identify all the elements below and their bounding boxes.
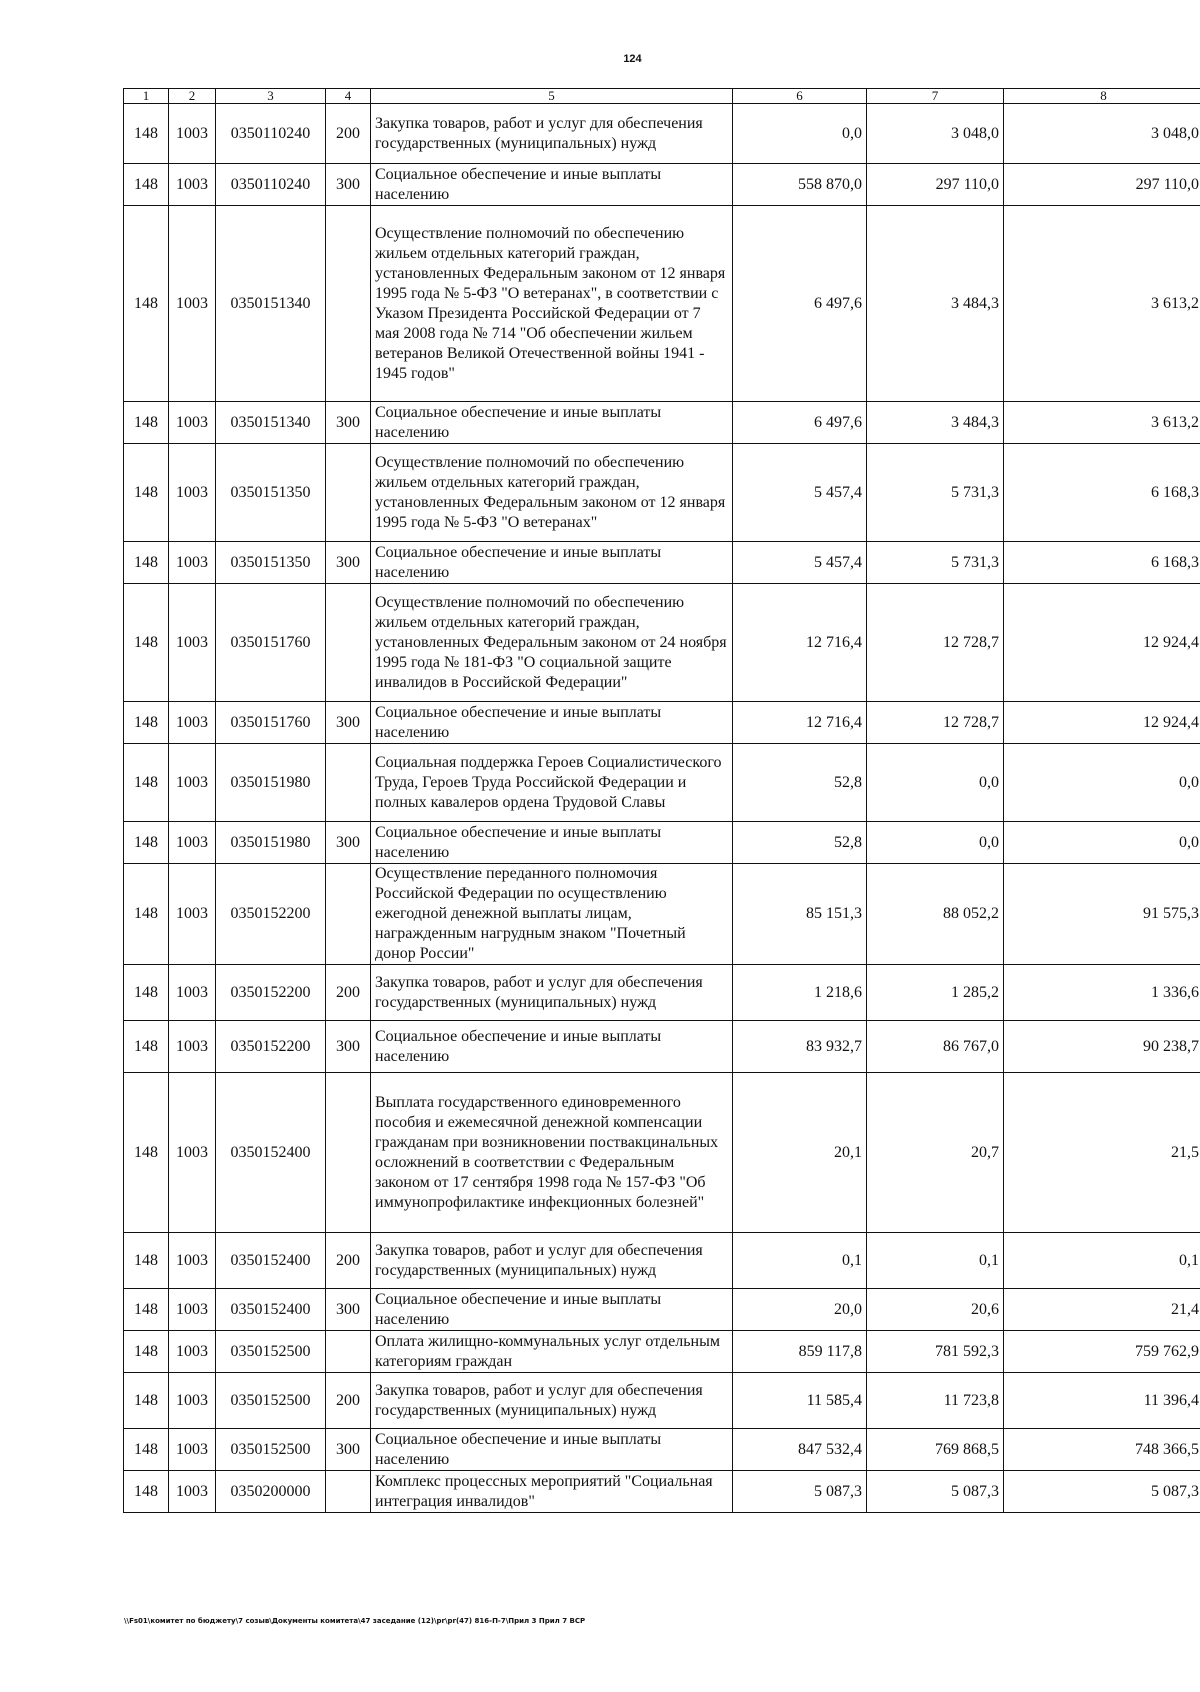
description-cell: Социальное обеспечение и иные выплаты населению bbox=[371, 1021, 733, 1073]
amount-year-2-cell: 5 731,3 bbox=[867, 542, 1004, 584]
column-header-4: 4 bbox=[326, 89, 371, 104]
subsection-code-cell: 1003 bbox=[169, 1373, 216, 1429]
amount-year-1-cell: 83 932,7 bbox=[733, 1021, 867, 1073]
section-code-cell: 148 bbox=[124, 1429, 169, 1471]
expense-type-cell bbox=[326, 206, 371, 402]
amount-year-3-cell: 297 110,0 bbox=[1004, 164, 1200, 206]
expense-type-cell: 300 bbox=[326, 542, 371, 584]
description-cell: Выплата государственного единовременного пособия и ежемесячной денежной компенсации гражданам при возникновении поствакцинальных осложнений в соответствии с Федеральным законом от 17 сентября 1998 года № 157-ФЗ "Об иммунопрофилактике инфекционных болезней" bbox=[371, 1073, 733, 1233]
amount-year-2-cell: 297 110,0 bbox=[867, 164, 1004, 206]
amount-year-2-cell: 86 767,0 bbox=[867, 1021, 1004, 1073]
description-cell: Социальное обеспечение и иные выплаты населению bbox=[371, 1429, 733, 1471]
amount-year-1-cell: 12 716,4 bbox=[733, 584, 867, 702]
target-item-cell: 0350151350 bbox=[216, 542, 326, 584]
amount-year-2-cell: 12 728,7 bbox=[867, 702, 1004, 744]
column-header-6: 6 bbox=[733, 89, 867, 104]
subsection-code-cell: 1003 bbox=[169, 1073, 216, 1233]
table-row bbox=[124, 744, 1200, 822]
amount-year-3-cell: 0,0 bbox=[1004, 822, 1200, 864]
table-row bbox=[124, 1289, 1200, 1331]
target-item-cell: 0350151760 bbox=[216, 584, 326, 702]
table-row bbox=[124, 1373, 1200, 1429]
subsection-code-cell: 1003 bbox=[169, 104, 216, 164]
description-cell: Осуществление переданного полномочия Российской Федерации по осуществлению ежегодной денежной выплаты лицам, награжденным нагрудным знаком "Почетный донор России" bbox=[371, 864, 733, 965]
section-code-cell: 148 bbox=[124, 965, 169, 1021]
expense-type-cell: 200 bbox=[326, 104, 371, 164]
description-cell: Закупка товаров, работ и услуг для обеспечения государственных (муниципальных) нужд bbox=[371, 1233, 733, 1289]
description-cell: Социальная поддержка Героев Социалистического Труда, Героев Труда Российской Федерации и полных кавалеров ордена Трудовой Славы bbox=[371, 744, 733, 822]
target-item-cell: 0350151980 bbox=[216, 822, 326, 864]
header-row bbox=[124, 89, 1200, 104]
amount-year-2-cell: 12 728,7 bbox=[867, 584, 1004, 702]
table-row bbox=[124, 104, 1200, 164]
table-row bbox=[124, 206, 1200, 402]
target-item-cell: 0350152400 bbox=[216, 1073, 326, 1233]
expense-type-cell: 300 bbox=[326, 702, 371, 744]
table-row bbox=[124, 402, 1200, 444]
amount-year-1-cell: 5 087,3 bbox=[733, 1471, 867, 1513]
amount-year-1-cell: 859 117,8 bbox=[733, 1331, 867, 1373]
target-item-cell: 0350110240 bbox=[216, 104, 326, 164]
subsection-code-cell: 1003 bbox=[169, 206, 216, 402]
section-code-cell: 148 bbox=[124, 1471, 169, 1513]
amount-year-1-cell: 558 870,0 bbox=[733, 164, 867, 206]
subsection-code-cell: 1003 bbox=[169, 584, 216, 702]
section-code-cell: 148 bbox=[124, 1331, 169, 1373]
description-cell: Социальное обеспечение и иные выплаты населению bbox=[371, 1289, 733, 1331]
section-code-cell: 148 bbox=[124, 864, 169, 965]
target-item-cell: 0350151340 bbox=[216, 402, 326, 444]
description-cell: Социальное обеспечение и иные выплаты населению bbox=[371, 702, 733, 744]
expense-type-cell bbox=[326, 744, 371, 822]
table-row bbox=[124, 444, 1200, 542]
amount-year-3-cell: 11 396,4 bbox=[1004, 1373, 1200, 1429]
column-header-7: 7 bbox=[867, 89, 1004, 104]
table-row bbox=[124, 1331, 1200, 1373]
target-item-cell: 0350152400 bbox=[216, 1233, 326, 1289]
table-row bbox=[124, 702, 1200, 744]
target-item-cell: 0350151340 bbox=[216, 206, 326, 402]
table-row bbox=[124, 1073, 1200, 1233]
amount-year-2-cell: 0,1 bbox=[867, 1233, 1004, 1289]
expense-type-cell: 200 bbox=[326, 1233, 371, 1289]
column-header-3: 3 bbox=[216, 89, 326, 104]
amount-year-3-cell: 0,0 bbox=[1004, 744, 1200, 822]
amount-year-3-cell: 748 366,5 bbox=[1004, 1429, 1200, 1471]
amount-year-2-cell: 3 484,3 bbox=[867, 402, 1004, 444]
subsection-code-cell: 1003 bbox=[169, 444, 216, 542]
amount-year-2-cell: 3 484,3 bbox=[867, 206, 1004, 402]
table-row bbox=[124, 864, 1200, 965]
section-code-cell: 148 bbox=[124, 542, 169, 584]
table-row bbox=[124, 584, 1200, 702]
amount-year-2-cell: 781 592,3 bbox=[867, 1331, 1004, 1373]
table-row bbox=[124, 164, 1200, 206]
budget-table bbox=[123, 88, 1200, 1513]
subsection-code-cell: 1003 bbox=[169, 864, 216, 965]
amount-year-3-cell: 21,5 bbox=[1004, 1073, 1200, 1233]
amount-year-2-cell: 3 048,0 bbox=[867, 104, 1004, 164]
section-code-cell: 148 bbox=[124, 822, 169, 864]
target-item-cell: 0350152500 bbox=[216, 1331, 326, 1373]
target-item-cell: 0350151980 bbox=[216, 744, 326, 822]
subsection-code-cell: 1003 bbox=[169, 965, 216, 1021]
amount-year-2-cell: 20,7 bbox=[867, 1073, 1004, 1233]
target-item-cell: 0350152500 bbox=[216, 1373, 326, 1429]
amount-year-1-cell: 20,1 bbox=[733, 1073, 867, 1233]
amount-year-3-cell: 1 336,6 bbox=[1004, 965, 1200, 1021]
amount-year-3-cell: 3 613,2 bbox=[1004, 206, 1200, 402]
amount-year-1-cell: 85 151,3 bbox=[733, 864, 867, 965]
section-code-cell: 148 bbox=[124, 444, 169, 542]
expense-type-cell: 300 bbox=[326, 1289, 371, 1331]
amount-year-1-cell: 52,8 bbox=[733, 822, 867, 864]
table-body bbox=[124, 104, 1200, 1513]
amount-year-2-cell: 88 052,2 bbox=[867, 864, 1004, 965]
amount-year-2-cell: 11 723,8 bbox=[867, 1373, 1004, 1429]
expense-type-cell bbox=[326, 584, 371, 702]
amount-year-3-cell: 12 924,4 bbox=[1004, 702, 1200, 744]
subsection-code-cell: 1003 bbox=[169, 702, 216, 744]
target-item-cell: 0350152200 bbox=[216, 965, 326, 1021]
section-code-cell: 148 bbox=[124, 1073, 169, 1233]
section-code-cell: 148 bbox=[124, 206, 169, 402]
amount-year-3-cell: 3 613,2 bbox=[1004, 402, 1200, 444]
column-header-2: 2 bbox=[169, 89, 216, 104]
amount-year-1-cell: 11 585,4 bbox=[733, 1373, 867, 1429]
subsection-code-cell: 1003 bbox=[169, 164, 216, 206]
target-item-cell: 0350152200 bbox=[216, 864, 326, 965]
subsection-code-cell: 1003 bbox=[169, 1471, 216, 1513]
amount-year-2-cell: 1 285,2 bbox=[867, 965, 1004, 1021]
amount-year-2-cell: 0,0 bbox=[867, 744, 1004, 822]
description-cell: Осуществление полномочий по обеспечению жильем отдельных категорий граждан, установленных Федеральным законом от 12 января 1995 года № 5-ФЗ "О ветеранах" bbox=[371, 444, 733, 542]
amount-year-1-cell: 5 457,4 bbox=[733, 542, 867, 584]
amount-year-3-cell: 21,4 bbox=[1004, 1289, 1200, 1331]
description-cell: Закупка товаров, работ и услуг для обеспечения государственных (муниципальных) нужд bbox=[371, 1373, 733, 1429]
subsection-code-cell: 1003 bbox=[169, 822, 216, 864]
amount-year-2-cell: 769 868,5 bbox=[867, 1429, 1004, 1471]
subsection-code-cell: 1003 bbox=[169, 1021, 216, 1073]
description-cell: Социальное обеспечение и иные выплаты населению bbox=[371, 822, 733, 864]
section-code-cell: 148 bbox=[124, 104, 169, 164]
target-item-cell: 0350152400 bbox=[216, 1289, 326, 1331]
subsection-code-cell: 1003 bbox=[169, 1289, 216, 1331]
section-code-cell: 148 bbox=[124, 402, 169, 444]
description-cell: Закупка товаров, работ и услуг для обеспечения государственных (муниципальных) нужд bbox=[371, 965, 733, 1021]
amount-year-2-cell: 5 087,3 bbox=[867, 1471, 1004, 1513]
description-cell: Оплата жилищно-коммунальных услуг отдельным категориям граждан bbox=[371, 1331, 733, 1373]
amount-year-1-cell: 0,0 bbox=[733, 104, 867, 164]
section-code-cell: 148 bbox=[124, 1289, 169, 1331]
description-cell: Социальное обеспечение и иные выплаты населению bbox=[371, 542, 733, 584]
column-header-1: 1 bbox=[124, 89, 169, 104]
amount-year-3-cell: 0,1 bbox=[1004, 1233, 1200, 1289]
amount-year-1-cell: 12 716,4 bbox=[733, 702, 867, 744]
target-item-cell: 0350110240 bbox=[216, 164, 326, 206]
amount-year-3-cell: 12 924,4 bbox=[1004, 584, 1200, 702]
expense-type-cell: 300 bbox=[326, 822, 371, 864]
description-cell: Комплекс процессных мероприятий "Социальная интеграция инвалидов" bbox=[371, 1471, 733, 1513]
subsection-code-cell: 1003 bbox=[169, 1429, 216, 1471]
subsection-code-cell: 1003 bbox=[169, 402, 216, 444]
section-code-cell: 148 bbox=[124, 744, 169, 822]
amount-year-3-cell: 5 087,3 bbox=[1004, 1471, 1200, 1513]
target-item-cell: 0350151350 bbox=[216, 444, 326, 542]
expense-type-cell bbox=[326, 444, 371, 542]
amount-year-3-cell: 3 048,0 bbox=[1004, 104, 1200, 164]
section-code-cell: 148 bbox=[124, 164, 169, 206]
expense-type-cell bbox=[326, 1471, 371, 1513]
description-cell: Осуществление полномочий по обеспечению жильем отдельных категорий граждан, установленных Федеральным законом от 12 января 1995 года № 5-ФЗ "О ветеранах", в соответствии с Указом Президента Российской Федерации от 7 мая 2008 года № 714 "Об обеспечении жильем ветеранов Великой Отечественной войны 1941 - 1945 годов" bbox=[371, 206, 733, 402]
file-path-footer: \\Fs01\комитет по бюджету\7 созыв\Документы комитета\47 заседание (12)\pr\pr(47) 816-П-7\Прил 3 Прил 7 ВСР bbox=[124, 1617, 586, 1625]
amount-year-3-cell: 90 238,7 bbox=[1004, 1021, 1200, 1073]
subsection-code-cell: 1003 bbox=[169, 744, 216, 822]
amount-year-1-cell: 6 497,6 bbox=[733, 206, 867, 402]
amount-year-3-cell: 759 762,9 bbox=[1004, 1331, 1200, 1373]
amount-year-3-cell: 6 168,3 bbox=[1004, 444, 1200, 542]
amount-year-1-cell: 6 497,6 bbox=[733, 402, 867, 444]
expense-type-cell: 300 bbox=[326, 1021, 371, 1073]
amount-year-1-cell: 5 457,4 bbox=[733, 444, 867, 542]
amount-year-3-cell: 91 575,3 bbox=[1004, 864, 1200, 965]
amount-year-1-cell: 52,8 bbox=[733, 744, 867, 822]
amount-year-1-cell: 847 532,4 bbox=[733, 1429, 867, 1471]
subsection-code-cell: 1003 bbox=[169, 542, 216, 584]
amount-year-1-cell: 20,0 bbox=[733, 1289, 867, 1331]
amount-year-2-cell: 20,6 bbox=[867, 1289, 1004, 1331]
page-number: 124 bbox=[623, 53, 642, 65]
section-code-cell: 148 bbox=[124, 584, 169, 702]
section-code-cell: 148 bbox=[124, 1021, 169, 1073]
target-item-cell: 0350151760 bbox=[216, 702, 326, 744]
amount-year-2-cell: 5 731,3 bbox=[867, 444, 1004, 542]
description-cell: Осуществление полномочий по обеспечению жильем отдельных категорий граждан, установленных Федеральным законом от 24 ноября 1995 года № 181-ФЗ "О социальной защите инвалидов в Российской Федерации" bbox=[371, 584, 733, 702]
subsection-code-cell: 1003 bbox=[169, 1233, 216, 1289]
expense-type-cell: 300 bbox=[326, 1429, 371, 1471]
description-cell: Закупка товаров, работ и услуг для обеспечения государственных (муниципальных) нужд bbox=[371, 104, 733, 164]
target-item-cell: 0350152200 bbox=[216, 1021, 326, 1073]
amount-year-1-cell: 0,1 bbox=[733, 1233, 867, 1289]
column-header-8: 8 bbox=[1004, 89, 1200, 104]
expense-type-cell bbox=[326, 864, 371, 965]
table-row bbox=[124, 1429, 1200, 1471]
amount-year-3-cell: 6 168,3 bbox=[1004, 542, 1200, 584]
subsection-code-cell: 1003 bbox=[169, 1331, 216, 1373]
table-row bbox=[124, 542, 1200, 584]
amount-year-1-cell: 1 218,6 bbox=[733, 965, 867, 1021]
table-row bbox=[124, 822, 1200, 864]
expense-type-cell: 200 bbox=[326, 1373, 371, 1429]
amount-year-2-cell: 0,0 bbox=[867, 822, 1004, 864]
table-row bbox=[124, 1471, 1200, 1513]
expense-type-cell: 300 bbox=[326, 164, 371, 206]
expense-type-cell: 300 bbox=[326, 402, 371, 444]
section-code-cell: 148 bbox=[124, 702, 169, 744]
section-code-cell: 148 bbox=[124, 1373, 169, 1429]
expense-type-cell bbox=[326, 1331, 371, 1373]
section-code-cell: 148 bbox=[124, 1233, 169, 1289]
expense-type-cell: 200 bbox=[326, 965, 371, 1021]
target-item-cell: 0350200000 bbox=[216, 1471, 326, 1513]
table-row bbox=[124, 1021, 1200, 1073]
target-item-cell: 0350152500 bbox=[216, 1429, 326, 1471]
description-cell: Социальное обеспечение и иные выплаты населению bbox=[371, 164, 733, 206]
expense-type-cell bbox=[326, 1073, 371, 1233]
column-header-5: 5 bbox=[371, 89, 733, 104]
table-row bbox=[124, 1233, 1200, 1289]
description-cell: Социальное обеспечение и иные выплаты населению bbox=[371, 402, 733, 444]
table-row bbox=[124, 965, 1200, 1021]
